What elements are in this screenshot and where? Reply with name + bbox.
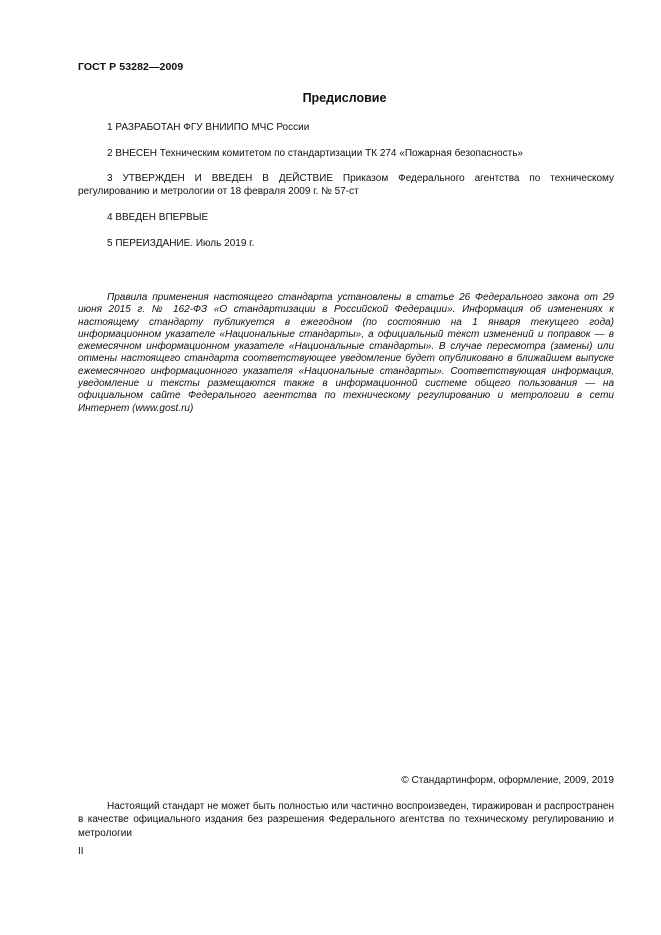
foreword-item-introduced: 4 ВВЕДЕН ВПЕРВЫЕ [107,212,209,223]
application-notice: Правила применения настоящего стандарта установлены в статье 26 Федерального закона от 29 июня 2015 г. № 162-ФЗ «О стандартизации в Российской Федерации». Информация об изменениях к настоящему стандарту публикуется в ежегодном (по состоянию на 1 января текущего года) информационном указателе «Национальные стандарты», а официальный текст изменений и поправок — в ежемесячном информационном указателе «Национальные стандарты». В случае пересмотра (замены) или отмены настоящего стандарта соответствующее уведомление будет опубликовано в ближайшем выпуске ежемесячного информационного указателя «Национальные стандарты». Соответствующая информация, уведомление и тексты размещаются также в информационной системе общего пользования — на официальном сайте Федерального агентства по техническому регулированию и метрологии в сети Интернет (www.gost.ru) [78,292,614,414]
page-number: II [78,846,84,857]
copyright-line: © Стандартинформ, оформление, 2009, 2019 [401,775,614,786]
foreword-item-approved: 3 УТВЕРЖДЕН И ВВЕДЕН В ДЕЙСТВИЕ Приказом Федерального агентства по техническому регулированию и метрологии от 18 февраля 2009 г. № 57-ст [78,173,614,198]
page-title: Предисловие [302,91,387,105]
foreword-item-reissue: 5 ПЕРЕИЗДАНИЕ. Июль 2019 г. [107,238,255,249]
foreword-item-developed: 1 РАЗРАБОТАН ФГУ ВНИИПО МЧС России [107,122,310,133]
foreword-item-submitted: 2 ВНЕСЕН Техническим комитетом по стандартизации ТК 274 «Пожарная безопасность» [107,148,523,159]
reproduction-notice: Настоящий стандарт не может быть полностью или частично воспроизведен, тиражирован и распространен в качестве официального издания без разрешения Федерального агентства по техническому регулированию и метрологии [78,801,614,839]
document-code: ГОСТ Р 53282—2009 [78,61,184,73]
